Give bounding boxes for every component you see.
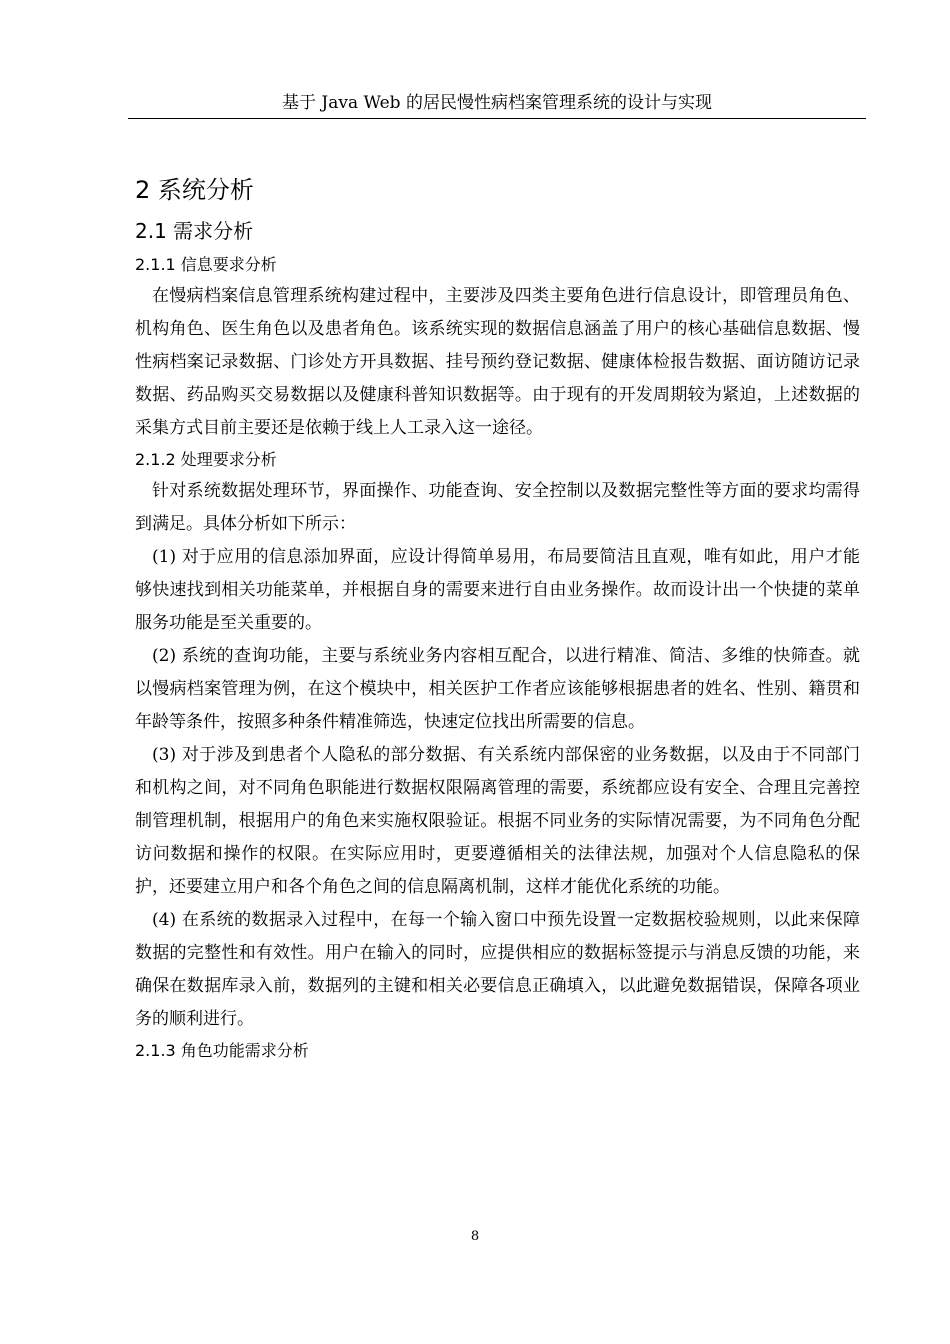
paragraph-item-3: (3) 对于涉及到患者个人隐私的部分数据、有关系统内部保密的业务数据，以及由于不同部门和机构之间，对不同角色职能进行数据权限隔离管理的需要，系统都应设有安全、合理且完善控制管理机制，根据用户的角色来实施权限验证。根据不同业务的实际情况需要，为不同角色分配访问数据和操作的权限。在实际应用时，更要遵循相关的法律法规，加强对个人信息隐私的保护，还要建立用户和各个角色之间的信息隔离机制，这样才能优化系统的功能。	[135, 745, 860, 897]
paragraph-processing-intro: 针对系统数据处理环节，界面操作、功能查询、安全控制以及数据完整性等方面的要求均需得到满足。具体分析如下所示：	[135, 481, 860, 534]
running-header: 基于 Java Web 的居民慢性病档案管理系统的设计与实现	[282, 93, 712, 113]
paragraph-info-requirements: 在慢病档案信息管理系统构建过程中，主要涉及四类主要角色进行信息设计，即管理员角色、机构角色、医生角色以及患者角色。该系统实现的数据信息涵盖了用户的核心基础信息数据、慢性病档案记录数据、门诊处方开具数据、挂号预约登记数据、健康体检报告数据、面访随访记录数据、药品购买交易数据以及健康科普知识数据等。由于现有的开发周期较为紧迫，上述数据的采集方式目前主要还是依赖于线上人工录入这一途径。	[135, 286, 860, 438]
section-2-1-title: 2.1 需求分析	[135, 219, 254, 243]
page-number: 8	[470, 1229, 480, 1244]
paragraph-item-4: (4) 在系统的数据录入过程中，在每一个输入窗口中预先设置一定数据校验规则，以此来保障数据的完整性和有效性。用户在输入的同时，应提供相应的数据标签提示与消息反馈的功能，来确保在数据库录入前，数据列的主键和相关必要信息正确填入，以此避免数据错误，保障各项业务的顺利进行。	[135, 910, 860, 1029]
chapter-title: 2 系统分析	[135, 176, 254, 204]
section-2-1-2-title: 2.1.2 处理要求分析	[135, 450, 277, 469]
paragraph-item-1: (1) 对于应用的信息添加界面，应设计得简单易用，布局要简洁且直观，唯有如此，用户才能够快速找到相关功能菜单，并根据自身的需要来进行自由业务操作。故而设计出一个快捷的菜单服务功能是至关重要的。	[135, 547, 860, 633]
header-rule	[128, 118, 866, 119]
section-2-1-3-title: 2.1.3 角色功能需求分析	[135, 1041, 309, 1060]
paragraph-item-2: (2) 系统的查询功能，主要与系统业务内容相互配合，以进行精准、简洁、多维的快筛查。就以慢病档案管理为例，在这个模块中，相关医护工作者应该能够根据患者的姓名、性别、籍贯和年龄等条件，按照多种条件精准筛选，快速定位找出所需要的信息。	[135, 646, 860, 732]
page-body	[135, 170, 860, 1066]
section-2-1-1-title: 2.1.1 信息要求分析	[135, 255, 277, 274]
